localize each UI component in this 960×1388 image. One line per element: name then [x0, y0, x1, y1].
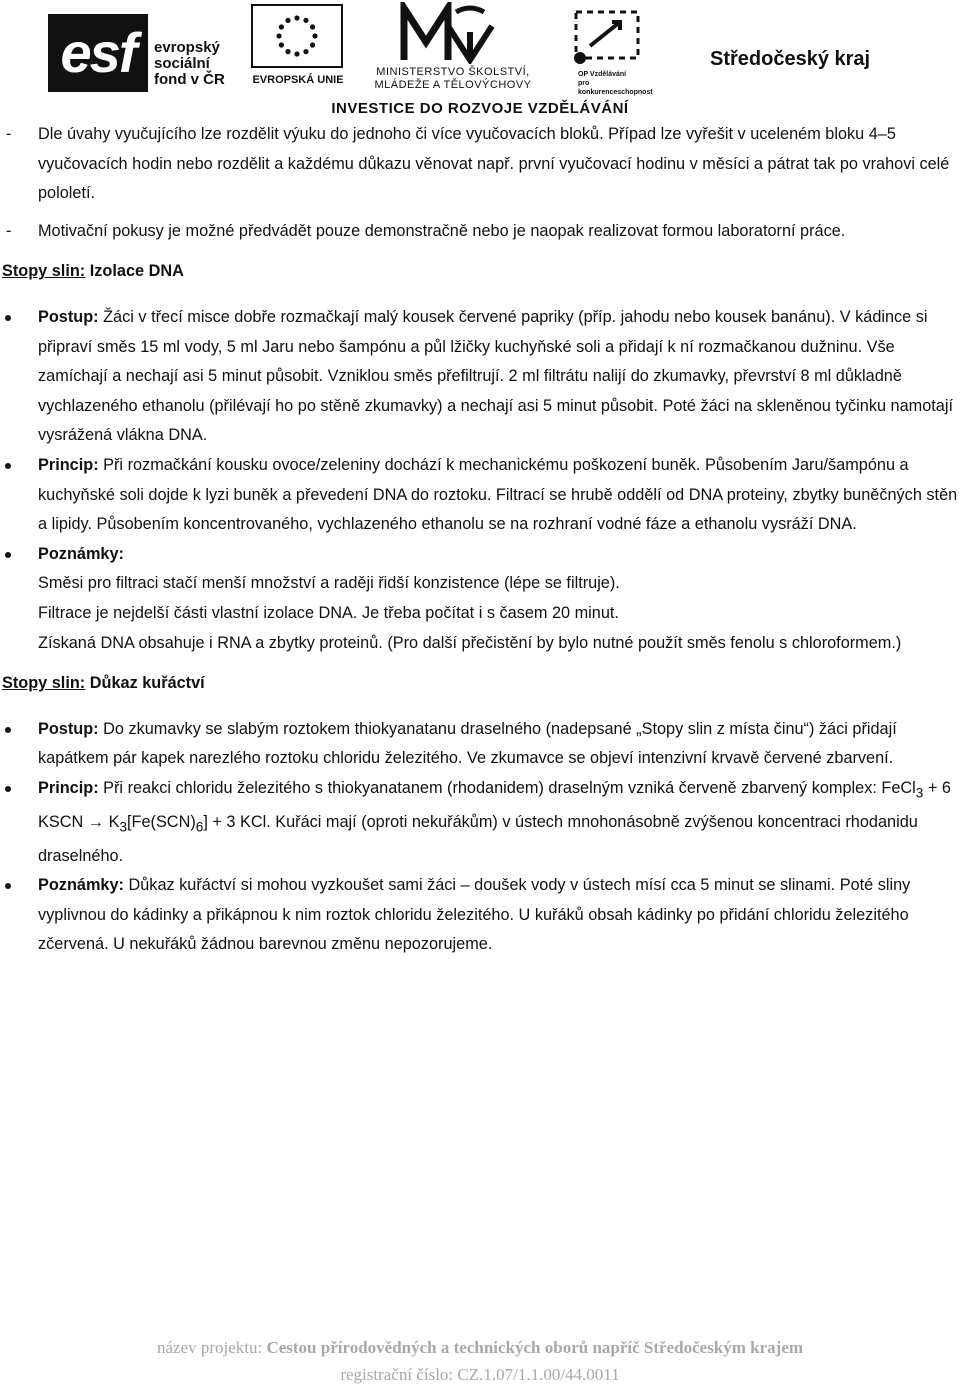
- section-heading-kuractvi: [0, 669, 960, 699]
- item-text: K: [104, 812, 120, 831]
- esf-mark: esf: [48, 14, 148, 92]
- note-line: Filtrace je nejdelší části vlastní izolace DNA. Je třeba počítat i s časem 20 minut.: [38, 603, 619, 622]
- note-line: Získaná DNA obsahuje i RNA a zbytky proteinů. (Pro další přečistění by bylo nutné použít směs fenolu s chloroformem.): [38, 633, 902, 652]
- subscript: 3: [915, 785, 924, 801]
- intro-text: Motivační pokusy je možné předvádět pouze demonstračně nebo je naopak realizovat formou laboratorní práce.: [38, 221, 846, 240]
- subscript: 6: [195, 818, 204, 834]
- bullet-icon: [5, 727, 11, 733]
- note-line: Směsi pro filtraci stačí menší množství a raději řidší konzistence (lépe se filtruje).: [38, 574, 620, 593]
- footer-registration: registrační číslo: CZ.1.07/1.1.00/44.0011: [340, 1365, 620, 1384]
- list-item: [0, 540, 960, 658]
- esf-line-1: evropský: [154, 39, 220, 56]
- logo-header: [0, 0, 960, 122]
- esf-label: [154, 40, 225, 88]
- item-label: Poznámky:: [38, 876, 124, 895]
- heading-title: Izolace DNA: [85, 262, 184, 281]
- op-line-1: OP Vzdělávání: [578, 71, 627, 78]
- heading-title: Důkaz kuřáctví: [85, 674, 205, 693]
- eu-logo: [243, 4, 353, 94]
- dash-marker: -: [6, 125, 12, 143]
- item-text: ] + 3 KCl. Kuřáci mají (oproti nekuřákům) v ústech mnohonásobně zvýšenou koncentraci rhodanidu draselného.: [38, 812, 918, 865]
- intro-item: [0, 217, 960, 247]
- esf-logo: [48, 10, 233, 92]
- item-text: + 6 KSCN: [38, 778, 951, 831]
- kraj-logo: [700, 40, 890, 80]
- item-text: Žáci v třecí misce dobře rozmačkají malý kousek červené papriky (příp. jahodu nebo kousek banánu). V kádince si připraví směs 15 ml vody, 5 ml Jaru nebo šampónu a půl lžičky kuchyňské soli a přidají k ní rozmačkanou dužninu. Vše zamíchají a nechají asi 5 minut působit. Vzniklou směs přefiltrují. 2 ml filtrátu nalijí do zkumavky, převrství 8 ml důkladně vychlazeného ethanolu (přilévají ho po stěně zkumavky) a nechají asi 5 minut působit. Poté žáci na skleněnou tyčinku namotají vysrážená vlákna DNA.: [38, 307, 953, 445]
- item-text: Do zkumavky se slabým roztokem thiokyanatanu draselného (nadepsané „Stopy slin z místa činu“) žáci přidají kapátkem pár kapek narezlého roztoku chloridu železitého. Ve zkumavce se objeví intenzivní krvavě červené zbarvení.: [38, 719, 897, 768]
- item-label: Princip:: [38, 778, 99, 797]
- intro-text: Dle úvahy vyučujícího lze rozdělit výuku do jednoho či více vyučovacích bloků. Případ lze vyřešit v uceleném bloku 4–5 vyučovacích hodin nebo rozdělit a každému důkazu věnovat např. první vyučovací hodinu v měsíci a pátrat tak po vrahovi celé pololetí.: [38, 125, 950, 203]
- msmt-label: [358, 66, 548, 92]
- item-label: Poznámky:: [38, 544, 124, 563]
- section-heading-izolace: [0, 257, 960, 287]
- esf-line-3: fond v ČR: [154, 71, 225, 88]
- op-label: [578, 70, 660, 97]
- bullet-icon: [5, 786, 11, 792]
- bullet-icon: [5, 315, 11, 321]
- footer-project: Cestou přírodovědných a technických oborů napříč Středočeským krajem: [266, 1338, 804, 1357]
- msmt-line-2: MLÁDEŽE A TĚLOVÝCHOVY: [374, 79, 532, 91]
- list-item: [0, 871, 960, 960]
- list-item: [0, 774, 960, 871]
- footer-project-line: [0, 1334, 960, 1361]
- heading-prefix: Stopy slin:: [2, 262, 86, 281]
- msmt-mark-icon: [398, 2, 498, 64]
- bullet-icon: [5, 552, 11, 558]
- kraj-label: Středočeský kraj: [710, 48, 871, 70]
- dash-marker: -: [6, 221, 12, 240]
- item-text: Při rozmačkání kousku ovoce/zeleniny dochází k mechanickému poškození buněk. Působením Jaru/šampónu a kuchyňské soli dojde k lyzi buněk a převedení DNA do roztoku. Filtrací se hrubě oddělí od DNA proteiny, zbytky buněčných stěn a lipidy. Působením koncentrovaného, vychlazeného ethanolu se na rozhraní vodné fáze a ethanolu vysráží DNA.: [38, 455, 958, 534]
- bullet-icon: [5, 883, 11, 889]
- item-text: Při reakci chloridu železitého s thiokyanatanem (rhodanidem) draselným vzniká červeně zbarvený komplex: FeCl: [98, 778, 916, 797]
- list-item: [0, 451, 960, 540]
- esf-line-2: sociální: [154, 55, 210, 72]
- item-label: Postup:: [38, 719, 99, 738]
- list-item: [0, 715, 960, 774]
- investice-tagline: INVESTICE DO ROZVOJE VZDĚLÁVÁNÍ: [331, 100, 629, 117]
- eu-label: EVROPSKÁ UNIE: [252, 74, 344, 86]
- op-mark-icon: [550, 2, 660, 68]
- arrow-icon: →: [87, 812, 105, 831]
- heading-prefix: Stopy slin:: [2, 674, 86, 693]
- bullet-icon: [5, 463, 11, 469]
- msmt-line-1: MINISTERSTVO ŠKOLSTVÍ,: [376, 66, 530, 78]
- item-label: Postup:: [38, 307, 99, 326]
- subscript: 3: [119, 818, 127, 834]
- op-line-2: pro konkurenceschopnost: [578, 80, 653, 96]
- item-text: [Fe(SCN): [127, 812, 196, 831]
- list-item: [0, 303, 960, 451]
- op-logo: [550, 2, 660, 94]
- intro-item: [0, 120, 960, 209]
- footer-label: název projektu:: [156, 1338, 267, 1357]
- eu-flag-icon: [251, 4, 343, 68]
- msmt-logo: [358, 2, 548, 94]
- page-footer: [0, 1334, 960, 1388]
- document-body: [0, 120, 960, 960]
- item-text: Důkaz kuřáctví si mohou vyzkoušet sami žáci – doušek vody v ústech mísí cca 5 minut se slinami. Poté sliny vyplivnou do kádinky a přikápnou k nim roztok chloridu železitého. U kuřáků obsah kádinky po přidání chloridu železitého zčervená. U nekuřáků žádnou barevnou změnu nepozorujeme.: [38, 876, 911, 954]
- item-label: Princip:: [38, 455, 99, 474]
